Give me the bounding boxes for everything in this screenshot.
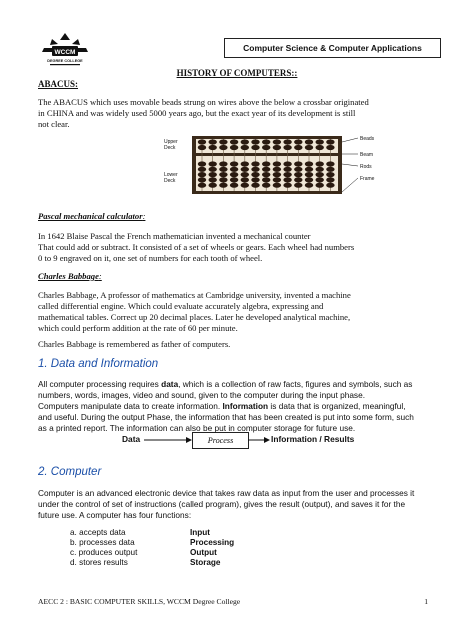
abacus-bead (283, 167, 291, 172)
abacus-bead (251, 167, 259, 172)
abacus-bead (198, 167, 206, 172)
abacus-bead (316, 172, 324, 177)
page-number: 1 (424, 597, 428, 606)
abacus-bead (283, 177, 291, 182)
abacus-bead (241, 183, 249, 188)
abacus-bead (251, 177, 259, 182)
abacus-bead (209, 139, 217, 144)
frame-label: Frame (360, 176, 375, 182)
abacus-line: not clear. (38, 119, 70, 129)
abacus-bead (326, 145, 334, 150)
abacus-bead (305, 167, 313, 172)
abacus-bead (294, 177, 302, 182)
abacus-bead (209, 183, 217, 188)
abacus-bead (273, 161, 281, 166)
abacus-bead (230, 177, 238, 182)
babbage-line: called differential engine. Which could evaluate accurately algebra, expressing and (38, 301, 324, 311)
abacus-bead (262, 183, 270, 188)
abacus-bead (262, 145, 270, 150)
logo-text: WCCM (54, 49, 76, 56)
abacus-bead (283, 183, 291, 188)
abacus-bead (305, 177, 313, 182)
abacus-bead (283, 145, 291, 150)
abacus-bead (316, 167, 324, 172)
abacus-bead (316, 139, 324, 144)
rods-label: Rods (360, 164, 372, 170)
pascal-line: That could add or subtract. It consisted of a set of wheels or gears. Each wheel had numbers (38, 242, 355, 252)
abacus-bead (219, 172, 227, 177)
svg-text:Deck: Deck (164, 145, 176, 151)
abacus-bead (305, 161, 313, 166)
abacus-bead (219, 167, 227, 172)
function-value: Output (190, 548, 217, 557)
abacus-bead (316, 161, 324, 166)
abacus-bead (198, 183, 206, 188)
pascal-line: 0 to 9 engraved on it, one set of numbers for each tooth of wheel. (38, 253, 263, 263)
abacus-bead (305, 183, 313, 188)
abacus-bead (241, 139, 249, 144)
abacus-bead (230, 139, 238, 144)
abacus-illustration (162, 134, 400, 196)
abacus-bead (305, 139, 313, 144)
babbage-line: Charles Babbage, A professor of mathematics at Cambridge university, invented a machine (38, 290, 351, 300)
abacus-bead (273, 177, 281, 182)
babbage-paragraph (38, 290, 440, 334)
abacus-line: in CHINA and was widely used 5000 years ago, but the exact year of its development is still (38, 108, 356, 118)
flow-input-label: Data (122, 434, 141, 444)
abacus-bead (273, 172, 281, 177)
abacus-bead (262, 172, 270, 177)
flow-output-label: Information / Results (271, 434, 355, 444)
babbage-note: Charles Babbage is remembered as father of computers. (38, 339, 231, 349)
babbage-line: which could perform addition at the rate of 60 per minute. (38, 323, 238, 333)
page-title: HISTORY OF COMPUTERS:: (176, 68, 298, 78)
abacus-paragraph (38, 97, 440, 130)
lower-deck-label: Lower (164, 172, 178, 178)
college-logo (30, 30, 100, 70)
abacus-bead (209, 172, 217, 177)
abacus-bead (219, 161, 227, 166)
pascal-line: In 1642 Blaise Pascal the French mathematician invented a mechanical counter (38, 231, 311, 241)
babbage-line: mathematical tables. Correct up 20 decimal places. Later he developed analytical machine, (38, 312, 351, 322)
abacus-bead (241, 177, 249, 182)
arrow-right-icon (144, 436, 192, 444)
upper-deck-label: Upper (164, 139, 178, 145)
abacus-bead (283, 161, 291, 166)
abacus-bead (198, 139, 206, 144)
svg-text:Deck: Deck (164, 178, 176, 184)
abacus-bead (294, 139, 302, 144)
abacus-bead (273, 167, 281, 172)
abacus-bead (326, 172, 334, 177)
abacus-bead (316, 145, 324, 150)
abacus-bead (273, 139, 281, 144)
abacus-bead (209, 177, 217, 182)
abacus-bead (316, 183, 324, 188)
abacus-bead (209, 161, 217, 166)
abacus-bead (294, 183, 302, 188)
abacus-bead (251, 172, 259, 177)
abacus-bead (326, 177, 334, 182)
abacus-bead (273, 183, 281, 188)
pascal-paragraph (38, 231, 440, 264)
abacus-bead (326, 167, 334, 172)
function-label: a. accepts data (70, 528, 126, 537)
abacus-bead (198, 177, 206, 182)
function-value: Processing (190, 538, 235, 547)
abacus-bead (294, 172, 302, 177)
abacus-bead (251, 161, 259, 166)
abacus-bead (241, 167, 249, 172)
abacus-bead (262, 177, 270, 182)
abacus-bead (262, 161, 270, 166)
abacus-bead (273, 145, 281, 150)
abacus-bead (326, 161, 334, 166)
abacus-bead (294, 145, 302, 150)
abacus-bead (241, 161, 249, 166)
abacus-bead (198, 172, 206, 177)
abacus-bead (294, 161, 302, 166)
beads-label: Beads (360, 136, 375, 142)
abacus-bead (294, 167, 302, 172)
abacus-bead (198, 161, 206, 166)
abacus-bead (209, 145, 217, 150)
flow-process-box: Process (192, 432, 249, 449)
abacus-bead (241, 145, 249, 150)
abacus-bead (219, 183, 227, 188)
abacus-bead (262, 139, 270, 144)
abacus-bead (283, 139, 291, 144)
beam-label: Beam (360, 152, 374, 158)
abacus-bead (305, 172, 313, 177)
abacus-heading: ABACUS: (38, 79, 79, 89)
function-value: Input (190, 528, 211, 537)
abacus-bead (198, 145, 206, 150)
abacus-bead (230, 183, 238, 188)
abacus-bead (326, 183, 334, 188)
babbage-heading: Charles Babbage: (38, 271, 102, 281)
function-label: b. processes data (70, 538, 135, 547)
footer-text: AECC 2 : BASIC COMPUTER SKILLS, WCCM Degree College (38, 597, 241, 606)
abacus-bead (230, 167, 238, 172)
function-label: c. produces output (70, 548, 138, 557)
logo-subtext: DEGREE COLLEGE (47, 59, 83, 63)
arrow-right-icon (248, 436, 270, 444)
section1-heading: 1. Data and Information (38, 358, 159, 370)
abacus-bead (241, 172, 249, 177)
page-footer (38, 597, 440, 606)
abacus-bead (251, 145, 259, 150)
section2-heading: 2. Computer (38, 466, 102, 478)
abacus-bead (262, 167, 270, 172)
abacus-bead (251, 139, 259, 144)
abacus-bead (251, 183, 259, 188)
function-value: Storage (190, 558, 221, 567)
abacus-bead (219, 139, 227, 144)
abacus-bead (230, 161, 238, 166)
abacus-bead (305, 145, 313, 150)
function-label: d. stores results (70, 558, 128, 567)
abacus-bead (230, 172, 238, 177)
section2-paragraph: Computer is an advanced electronic device that takes raw data as input from the user and processes it under the control of set of instructions (called program), gives the result (output), and saves it for the future use. A computer has four functions: (38, 488, 415, 520)
abacus-bead (326, 139, 334, 144)
course-header: Computer Science & Computer Applications (224, 38, 441, 58)
abacus-line: The ABACUS which uses movable beads strung on wires above the below a crossbar originated (38, 97, 369, 107)
abacus-bead (316, 177, 324, 182)
abacus-bead (209, 167, 217, 172)
abacus-bead (219, 177, 227, 182)
section1-paragraph: All computer processing requires data, which is a collection of raw facts, figures and symbols, such as numbers, words, images, video and sound, given to the computer during the input phase. Computers manipulate data to create information. Information is data that is organized, meaningful, and useful. During the output Phase, the information that has been created is put into some form, such as a printed report. The information can also be put in computer storage for future use. (38, 379, 414, 433)
abacus-bead (283, 172, 291, 177)
pascal-heading: Pascal mechanical calculator: (38, 211, 146, 221)
abacus-bead (230, 145, 238, 150)
abacus-bead (219, 145, 227, 150)
